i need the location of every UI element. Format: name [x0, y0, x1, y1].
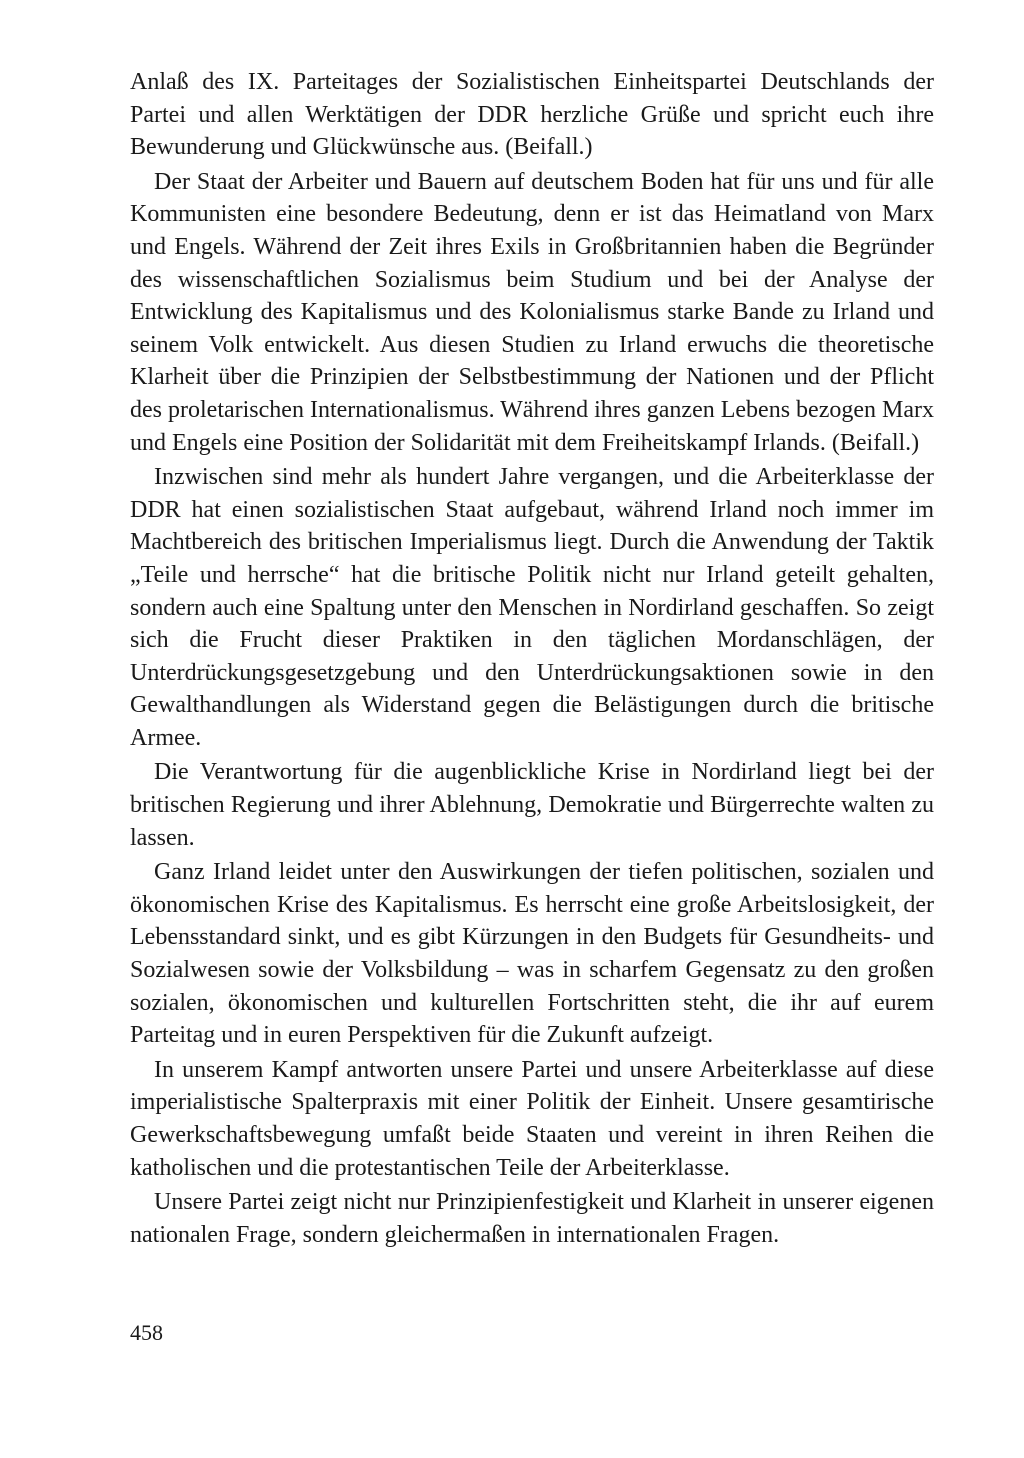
paragraph-5: Ganz Irland leidet unter den Auswirkungen der tiefen politischen, sozialen und ökonomischen Krise des Kapitalismus. Es herrscht eine große Arbeitslosigkeit, der Lebensstandard sinkt, und es gibt Kürzungen in den Budgets für Gesundheits- und Sozialwesen sowie der Volksbildung – was in scharfem Gegensatz zu den großen sozialen, ökonomischen und kulturellen Fortschritten steht, die ihr auf eurem Parteitag und in euren Perspektiven für die Zukunft aufzeigt. — [130, 859, 934, 1049]
page-text — [130, 66, 934, 1251]
paragraph-6: In unserem Kampf antworten unsere Partei und unsere Arbeiterklasse auf diese imperialistische Spalterpraxis mit einer Politik der Einheit. Unsere gesamtirische Gewerkschaftsbewegung umfaßt beide Staaten und vereint in ihren Reihen die katholischen und die protestantischen Teile der Arbeiterklasse. — [130, 1056, 934, 1181]
paragraph-3: Inzwischen sind mehr als hundert Jahre vergangen, und die Arbeiterklasse der DDR hat einen sozialistischen Staat aufgebaut, während Irland noch immer im Machtbereich des britischen Imperialismus liegt. Durch die Anwendung der Taktik „Teile und herrsche“ hat die britische Politik nicht nur Irland geteilt gehalten, sondern auch eine Spaltung unter den Menschen in Nordirland geschaffen. So zeigt sich die Frucht dieser Praktiken in den täglichen Mordanschlägen, der Unterdrückungsgesetzgebung und den Unterdrückungsaktionen sowie in den Gewalthandlungen als Widerstand gegen die Belästigungen durch die britische Armee. — [130, 464, 934, 751]
paragraph-1: Anlaß des IX. Parteitages der Sozialistischen Einheitspartei Deutschlands der Partei und allen Werktätigen der DDR herzliche Grüße und spricht euch ihre Bewunderung und Glückwünsche aus. (Beifall.) — [130, 69, 934, 161]
paragraph-7: Unsere Partei zeigt nicht nur Prinzipienfestigkeit und Klarheit in unserer eigenen nationalen Frage, sondern gleichermaßen in internationalen Fragen. — [130, 1189, 934, 1248]
page-number: 458 — [130, 1320, 163, 1345]
paragraph-4: Die Verantwortung für die augenblickliche Krise in Nordirland liegt bei der britischen Regierung und ihrer Ablehnung, Demokratie und Bürgerrechte walten zu lassen. — [130, 759, 934, 851]
paragraph-2: Der Staat der Arbeiter und Bauern auf deutschem Boden hat für uns und für alle Kommunisten eine besondere Bedeutung, denn er ist das Heimatland von Marx und Engels. Während der Zeit ihres Exils in Großbritannien haben die Begründer des wissenschaftlichen Sozialismus beim Studium und bei der Analyse der Entwicklung des Kapitalismus und des Kolonialismus starke Bande zu Irland und seinem Volk entwickelt. Aus diesen Studien zu Irland erwuchs die theoretische Klarheit über die Prinzipien der Selbstbestimmung der Nationen und der Pflicht des proletarischen Internationalismus. Während ihres ganzen Lebens bezogen Marx und Engels eine Position der Solidarität mit dem Freiheitskampf Irlands. (Beifall.) — [130, 168, 934, 456]
